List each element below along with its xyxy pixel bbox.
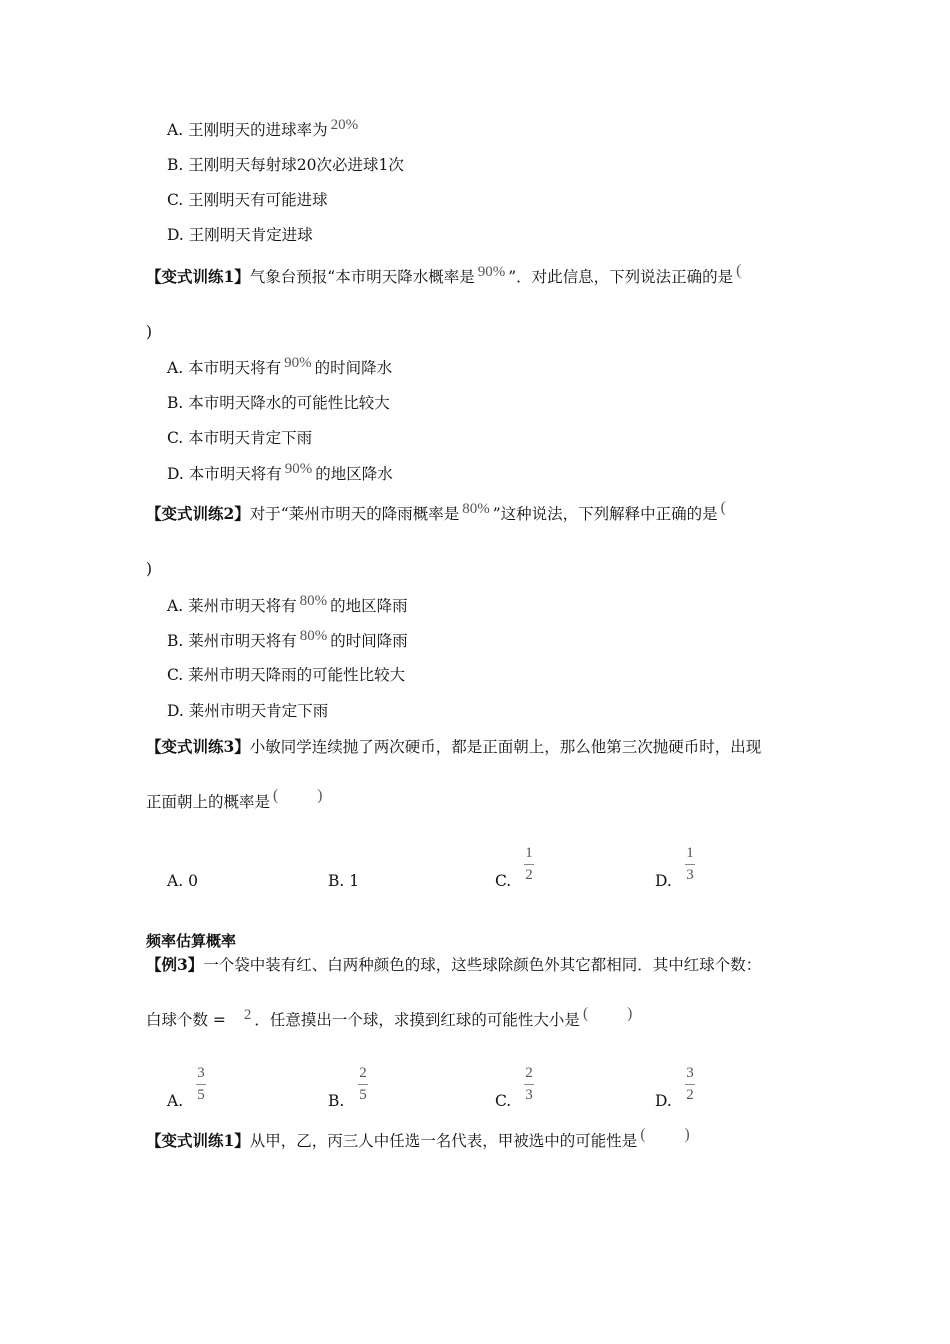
answer-paren-open: ( — [640, 1126, 646, 1143]
answer-paren-close: ) — [146, 323, 153, 341]
option-d: D. 王刚明天肯定进球 — [167, 226, 313, 244]
question-tag: 【变式训练1】 — [146, 267, 250, 286]
fraction: 3 2 — [686, 1065, 694, 1103]
answer-paren-close: ) — [146, 560, 153, 578]
option-a: A. 0 — [167, 872, 198, 890]
question-tag: 【变式训练2】 — [146, 504, 250, 523]
ratio-math: 2 — [243, 1007, 252, 1023]
section-heading: 频率估算概率 — [146, 932, 237, 950]
option-a: A. 本市明天将有 90% 的时间降水 — [167, 355, 393, 377]
option-c: C. 王刚明天有可能进球 — [167, 191, 328, 209]
variant-1-question: 【变式训练1】气象台预报“本市明天降水概率是 90% ”．对此信息，下列说法正确的是 ( — [146, 262, 742, 286]
answer-paren-open: ( — [736, 262, 742, 279]
example-3-question-cont: 白球个数 = 2 ．任意摸出一个球，求摸到红球的可能性大小是 ( ) — [146, 1005, 633, 1029]
percent-math: 80% — [462, 501, 490, 517]
question-tag: 【例3】 — [146, 955, 204, 974]
variant-2-question: 【变式训练2】对于“莱州市明天的降雨概率是 80% ”这种说法，下列解释中正确的是 ( — [146, 499, 726, 523]
question-tag: 【变式训练3】 — [146, 737, 250, 756]
option-d: D. 本市明天将有 90% 的地区降水 — [167, 461, 393, 483]
percent-math: 90% — [477, 264, 506, 280]
answer-paren-close: ) — [684, 1126, 690, 1143]
option-a: A. 王刚明天的进球率为 20% — [167, 117, 359, 139]
option-a: A. 莱州市明天将有 80% 的地区降雨 — [167, 593, 408, 615]
fraction: 3 5 — [197, 1065, 205, 1103]
variant-3-question-cont: 正面朝上的概率是 ( ) — [146, 787, 323, 811]
option-c: C. 本市明天肯定下雨 — [167, 429, 313, 447]
example-3-question: 【例3】一个袋中装有红、白两种颜色的球，这些球除颜色外其它都相同．其中红球个数： — [146, 955, 762, 974]
option-b: B. 莱州市明天将有 80% 的时间降雨 — [167, 628, 408, 650]
option-c: C. — [495, 872, 512, 890]
fraction: 2 3 — [525, 1065, 533, 1103]
option-c: C. — [495, 1092, 512, 1110]
answer-paren-open: ( — [273, 787, 279, 804]
answer-paren-open: ( — [720, 499, 726, 516]
question-tag: 【变式训练1】 — [146, 1131, 250, 1150]
percent-math: 20% — [330, 117, 359, 133]
option-d: D. 莱州市明天肯定下雨 — [167, 702, 329, 720]
option-c: C. 莱州市明天降雨的可能性比较大 — [167, 666, 406, 684]
option-b: B. — [328, 1092, 345, 1110]
answer-paren-close: ) — [627, 1005, 633, 1022]
option-b: B. 本市明天降水的可能性比较大 — [167, 394, 390, 412]
option-d: D. — [655, 1092, 672, 1110]
variant-3-question: 【变式训练3】小敏同学连续抛了两次硬币，都是正面朝上，那么他第三次抛硬币时，出现 — [146, 737, 762, 756]
answer-paren-open: ( — [582, 1005, 589, 1022]
option-b: B. 王刚明天每射球20次必进球1次 — [167, 156, 404, 174]
fraction: 1 3 — [686, 845, 694, 883]
fraction: 2 5 — [359, 1065, 367, 1103]
option-a: A. — [167, 1092, 184, 1110]
option-d: D. — [655, 872, 672, 890]
variant-4-question: 【变式训练1】从甲，乙，丙三人中任选一名代表，甲被选中的可能性是 ( ) — [146, 1126, 690, 1150]
fraction: 1 2 — [525, 845, 533, 883]
answer-paren-close: ) — [317, 787, 323, 804]
option-b: B. 1 — [328, 872, 360, 890]
